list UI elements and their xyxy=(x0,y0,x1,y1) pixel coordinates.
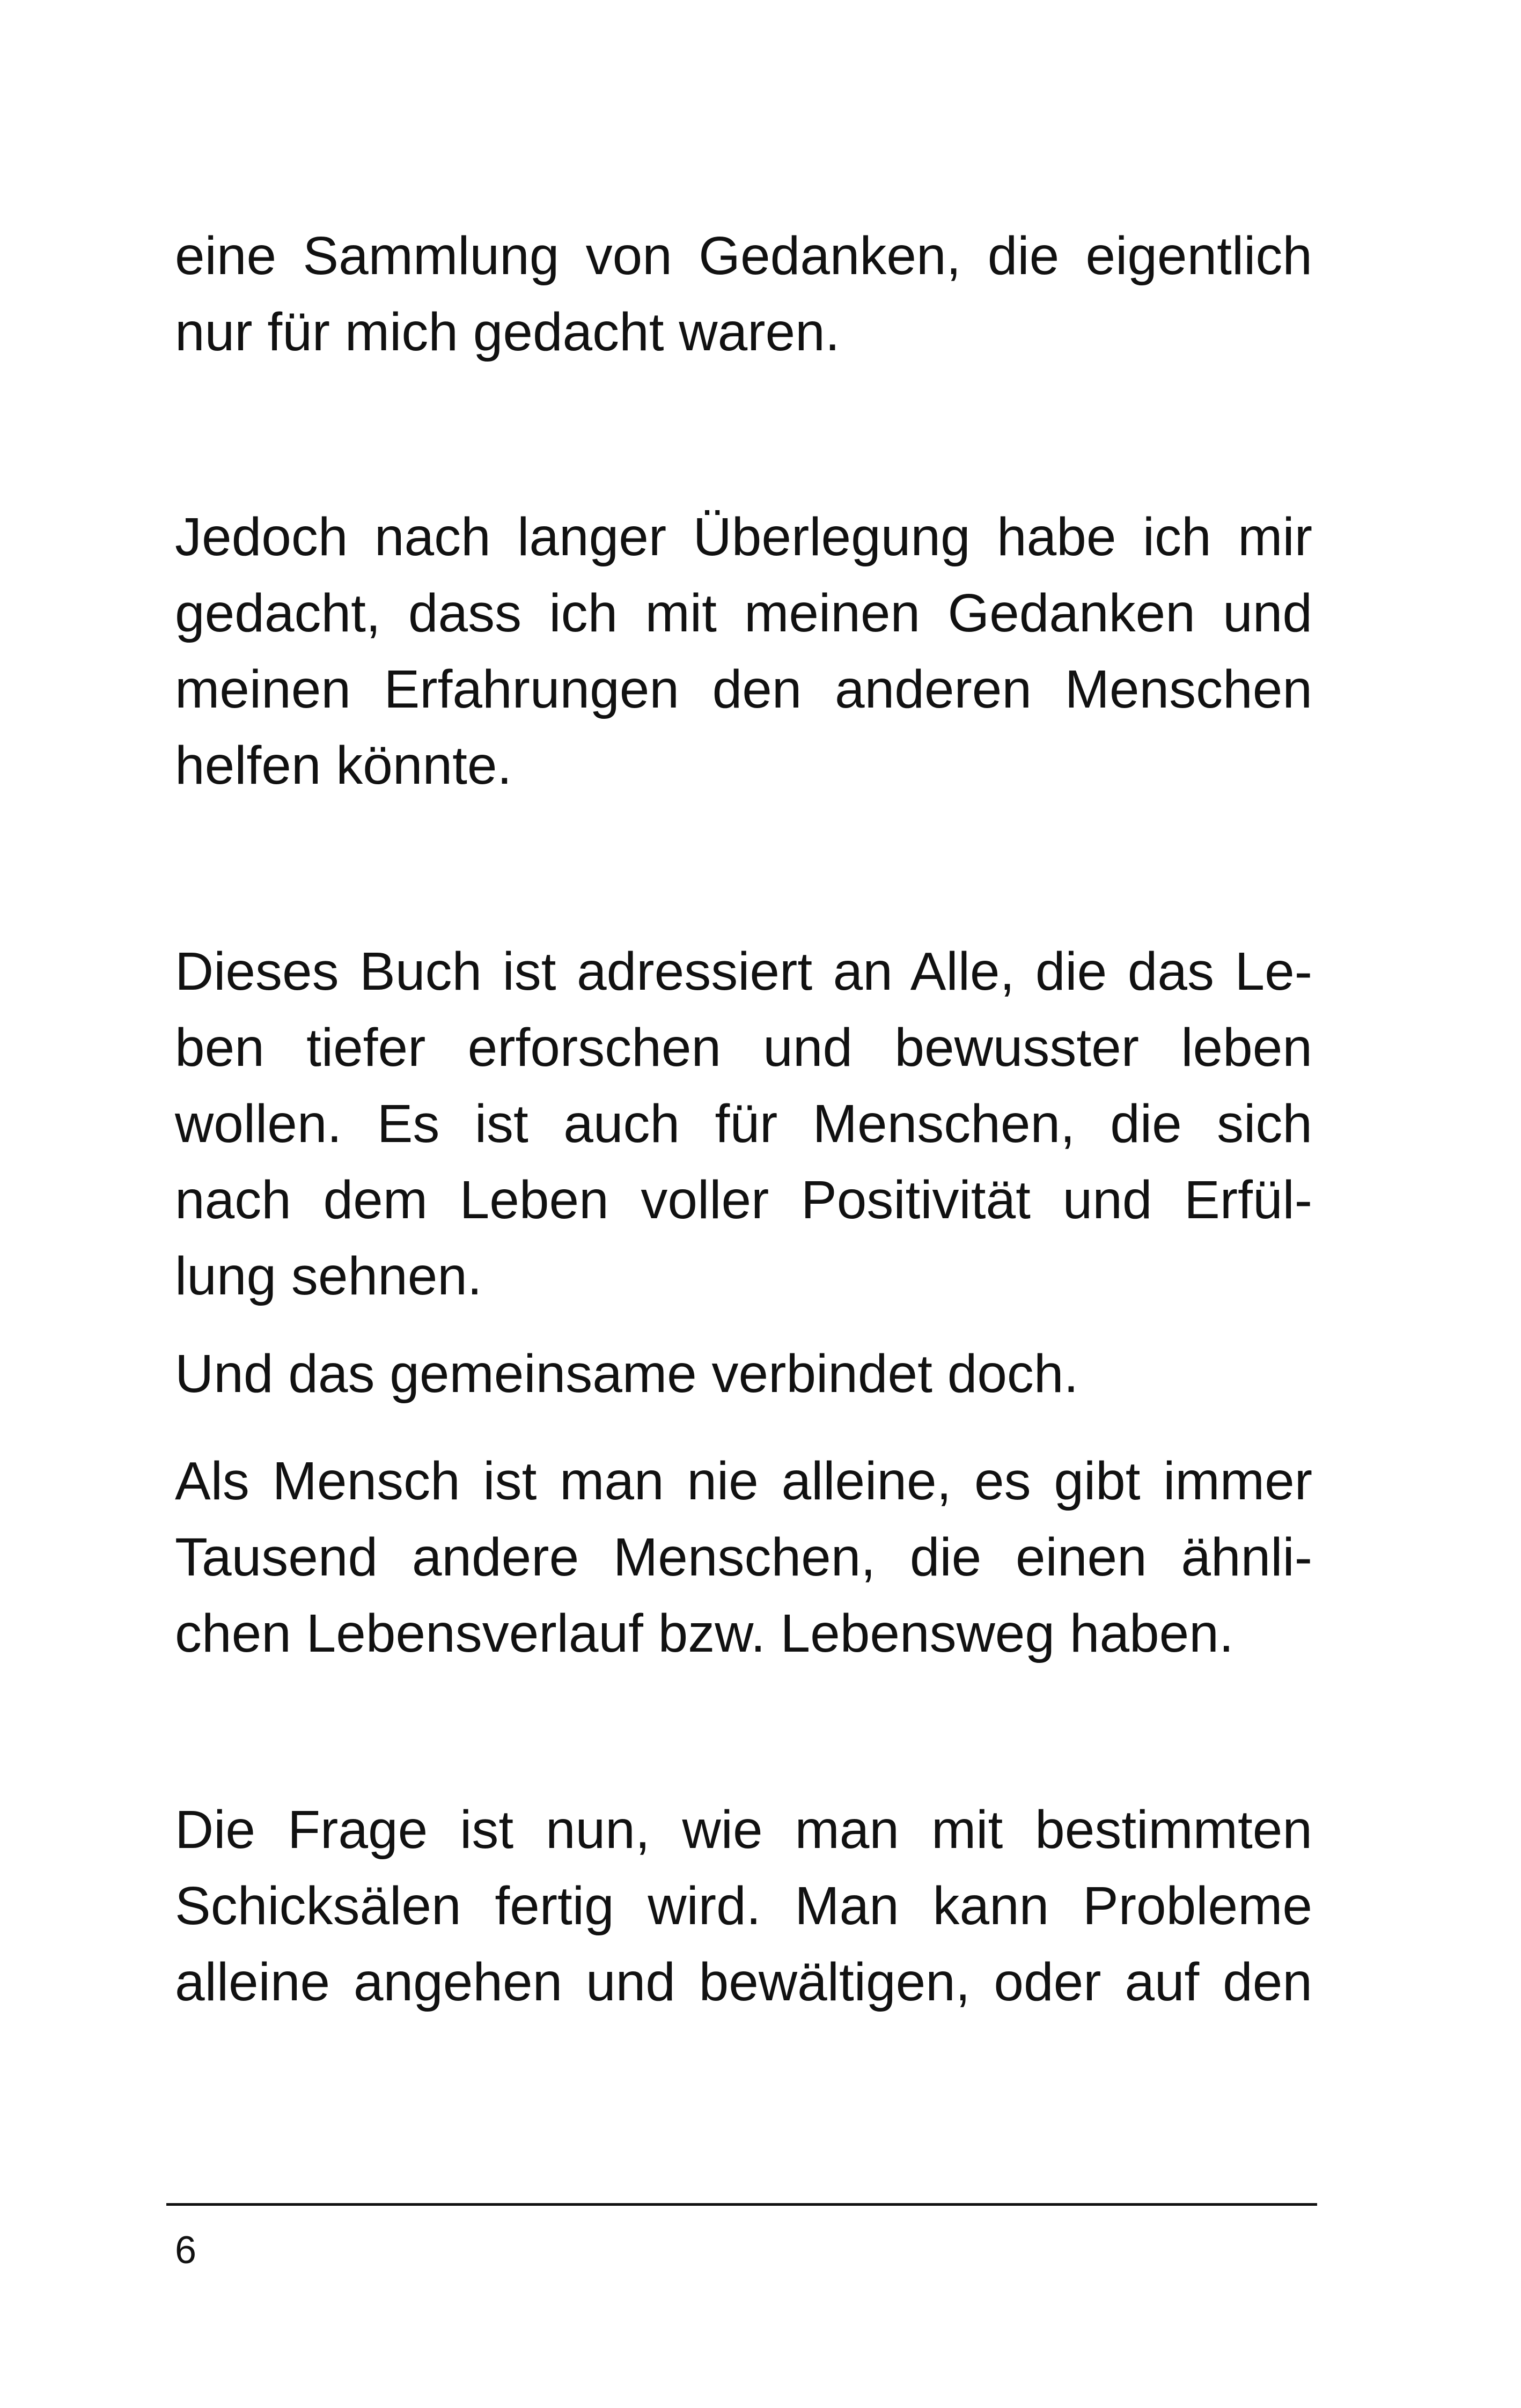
text-line: Die Frage ist nun, wie man mit bestimmten xyxy=(175,1800,1312,1860)
paragraph xyxy=(175,1336,1312,1412)
text-line: Jedoch nach langer Überlegung habe ich mir xyxy=(175,507,1312,567)
text-line: chen Lebensverlauf bzw. Lebensweg haben. xyxy=(175,1603,1234,1663)
text-line: nach dem Leben voller Positivität und Erfül- xyxy=(175,1170,1312,1230)
paragraph xyxy=(175,218,1312,370)
text-line: gedacht, dass ich mit meinen Gedanken und xyxy=(175,583,1312,643)
footer-divider xyxy=(166,2203,1317,2206)
text-line: helfen könnte. xyxy=(175,735,512,796)
text-line: meinen Erfahrungen den anderen Menschen xyxy=(175,659,1312,719)
text-line: eine Sammlung von Gedanken, die eigentlich xyxy=(175,226,1312,286)
text-line: Dieses Buch ist adressiert an Alle, die das Le- xyxy=(175,941,1312,1002)
text-line: Und das gemeinsame verbindet doch. xyxy=(175,1344,1079,1404)
page-number: 6 xyxy=(175,2229,197,2272)
text-line: ben tiefer erforschen und bewusster leben xyxy=(175,1018,1312,1078)
paragraph xyxy=(175,1792,1312,2020)
paragraph xyxy=(175,1443,1312,1671)
text-line: alleine angehen und bewältigen, oder auf den xyxy=(175,1952,1312,2012)
text-line: Als Mensch ist man nie alleine, es gibt immer xyxy=(175,1451,1312,1511)
text-line: lung sehnen. xyxy=(175,1246,482,1306)
paragraph xyxy=(175,499,1312,804)
text-line: Schicksälen fertig wird. Man kann Probleme xyxy=(175,1876,1312,1936)
text-line: wollen. Es ist auch für Menschen, die sich xyxy=(175,1094,1312,1154)
paragraph xyxy=(175,933,1312,1314)
text-line: Tausend andere Menschen, die einen ähnli- xyxy=(175,1527,1312,1587)
text-line: nur für mich gedacht waren. xyxy=(175,302,840,362)
